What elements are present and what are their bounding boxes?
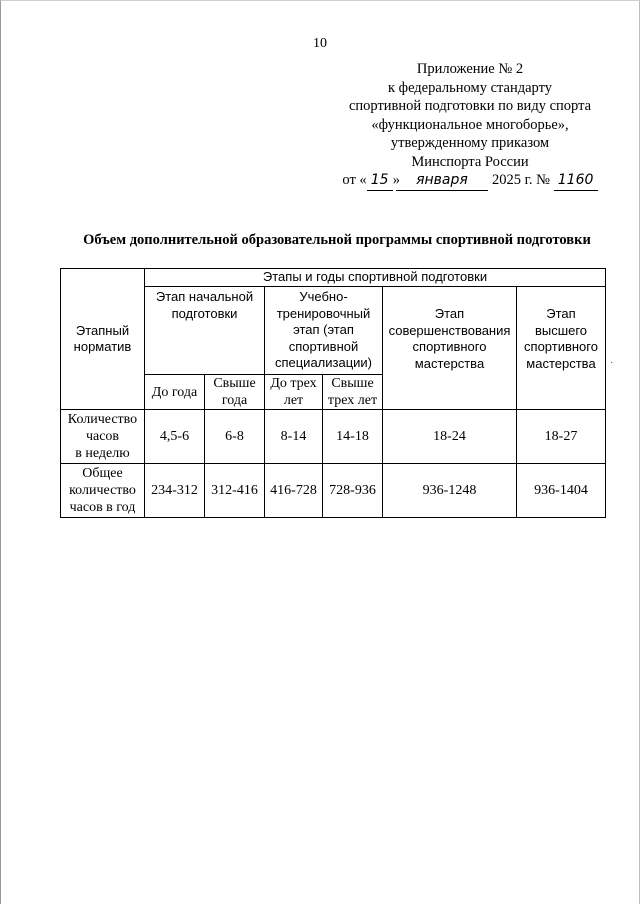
table-cell: 728-936 bbox=[323, 464, 383, 518]
appendix-line-6: Минспорта России bbox=[411, 153, 529, 170]
header-normative: Этапный норматив bbox=[61, 269, 145, 410]
table-cell: 936-1248 bbox=[383, 464, 517, 518]
appendix-line-2: к федеральному стандарту bbox=[388, 79, 552, 96]
appendix-line-3: спортивной подготовки по виду спорта bbox=[348, 98, 592, 114]
date-prefix: от « bbox=[342, 172, 367, 188]
doc-number-handwritten: 1160 bbox=[557, 172, 594, 188]
table-cell: 234-312 bbox=[145, 464, 205, 518]
row-label: Общее количество часов в год bbox=[61, 464, 145, 518]
date-month-field bbox=[396, 171, 488, 191]
date-month-handwritten: января bbox=[416, 172, 468, 188]
row-label: Количество часов в неделю bbox=[61, 410, 145, 464]
table-cell: 312-416 bbox=[205, 464, 265, 518]
header-stage-initial: Этап начальной подготовки bbox=[145, 287, 265, 375]
appendix-line-1: Приложение № 2 bbox=[416, 61, 524, 77]
table-cell: 18-27 bbox=[517, 410, 606, 464]
date-day-handwritten: 15 bbox=[370, 172, 389, 188]
table-cell: 936-1404 bbox=[517, 464, 606, 518]
scan-dot: · bbox=[610, 358, 614, 369]
appendix-line-4: «функциональное многоборье», bbox=[371, 116, 569, 133]
header-stage-highest: Этап высшего спортивного мастерства bbox=[517, 287, 606, 410]
program-volume-table bbox=[60, 268, 606, 518]
table-cell: 4,5-6 bbox=[145, 410, 205, 464]
table-cell: 416-728 bbox=[265, 464, 323, 518]
subheader-training-over-3: Свыше трех лет bbox=[323, 375, 383, 410]
date-day-field bbox=[367, 171, 393, 191]
appendix-line-5: утвержденному приказом bbox=[390, 135, 550, 151]
document-title: Объем дополнительной образовательной программы спортивной подготовки bbox=[83, 232, 591, 248]
header-stage-training: Учебно- тренировочный этап (этап спортивной специализации) bbox=[265, 287, 383, 375]
doc-number-field bbox=[554, 171, 598, 191]
table-cell: 14-18 bbox=[323, 410, 383, 464]
table-row bbox=[61, 464, 606, 518]
table-cell: 6-8 bbox=[205, 410, 265, 464]
page-number: 10 bbox=[313, 36, 327, 51]
subheader-initial-up-to-year: До года bbox=[145, 375, 205, 410]
order-date-line bbox=[330, 171, 610, 191]
appendix-header bbox=[330, 60, 610, 191]
header-stages: Этапы и годы спортивной подготовки bbox=[145, 269, 606, 287]
date-mid: » bbox=[392, 172, 400, 188]
table-row bbox=[61, 410, 606, 464]
date-year: 2025 г. № bbox=[491, 172, 550, 188]
header-stage-improvement: Этап совершенствования спортивного мастерства bbox=[383, 287, 517, 410]
subheader-training-up-to-3: До трех лет bbox=[265, 375, 323, 410]
table-cell: 8-14 bbox=[265, 410, 323, 464]
table-cell: 18-24 bbox=[383, 410, 517, 464]
subheader-initial-over-year: Свыше года bbox=[205, 375, 265, 410]
